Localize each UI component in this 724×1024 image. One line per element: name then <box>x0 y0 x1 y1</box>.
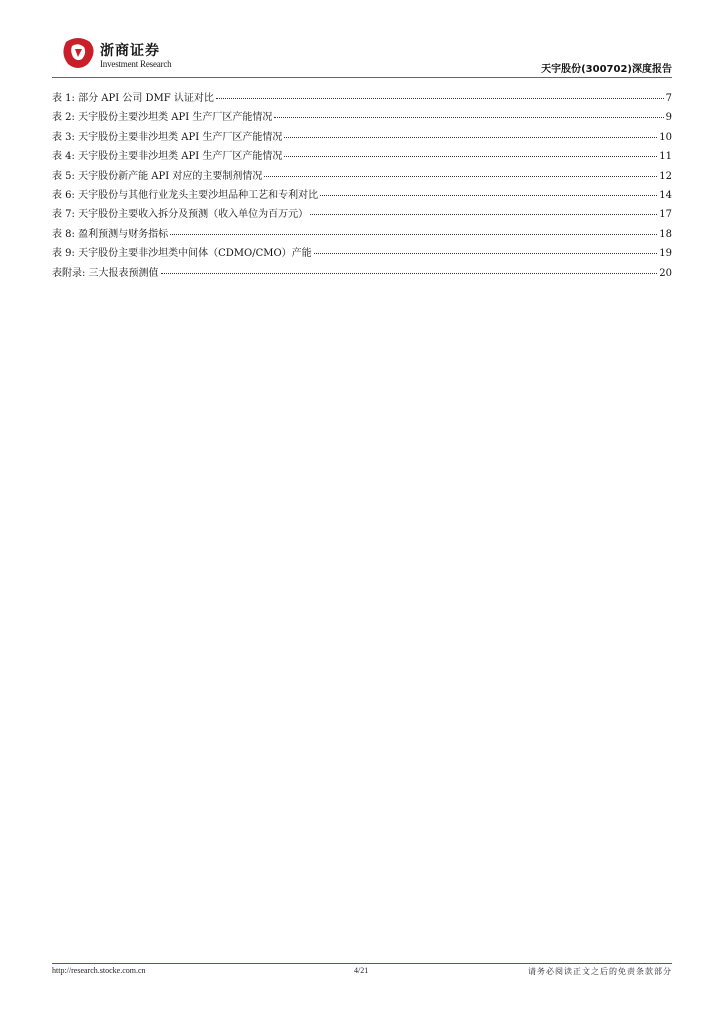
toc-leader-dots <box>310 214 657 215</box>
toc-entry-label: 表 8: 盈利预测与财务指标 <box>52 228 169 240</box>
footer-url-link[interactable]: http://research.stocke.com.cn <box>52 966 146 975</box>
toc-leader-dots <box>161 273 658 274</box>
zheshang-logo-icon <box>58 36 98 72</box>
page-number: 4/21 <box>354 966 369 975</box>
toc-entry[interactable] <box>52 264 672 283</box>
toc-entry-label: 表 1: 部分 API 公司 DMF 认证对比 <box>52 93 214 104</box>
toc-entry-label: 表 4: 天宇股份主要非沙坦类 API 生产厂区产能情况 <box>52 151 283 163</box>
toc-entry-label: 表 2: 天宇股份主要沙坦类 API 生产厂区产能情况 <box>52 112 273 124</box>
toc-entry[interactable] <box>52 108 672 127</box>
toc-leader-dots <box>284 156 657 157</box>
toc-entry-label: 表 7: 天宇股份主要收入拆分及预测（收入单位为百万元） <box>52 209 309 221</box>
toc-entry-label: 表 9: 天宇股份主要非沙坦类中间体（CDMO/CMO）产能 <box>52 248 312 260</box>
footer-disclaimer: 请务必阅读正文之后的免责条款部分 <box>528 967 672 976</box>
toc-entry[interactable] <box>52 225 672 244</box>
brand-name-cn: 浙商证券 <box>100 43 160 59</box>
toc-entry[interactable] <box>52 89 672 108</box>
toc-entry-page: 14 <box>659 189 672 201</box>
toc-entry[interactable] <box>52 244 672 263</box>
toc-entry-page: 19 <box>659 248 672 260</box>
toc-leader-dots <box>264 176 657 177</box>
toc-entry-label: 表 5: 天宇股份新产能 API 对应的主要制剂情况 <box>52 170 263 182</box>
toc-leader-dots <box>170 234 657 235</box>
toc-entry-label: 表附录: 三大报表预测值 <box>52 267 159 279</box>
footer-divider <box>52 963 672 964</box>
toc-entry-page: 12 <box>659 170 672 182</box>
toc-entry-page: 20 <box>659 267 672 279</box>
toc-entry-label: 表 6: 天宇股份与其他行业龙头主要沙坦品种工艺和专利对比 <box>52 189 319 201</box>
toc-leader-dots <box>274 117 663 118</box>
report-title: 天宇股份(300702)深度报告 <box>541 64 672 75</box>
toc-entry-page: 7 <box>665 93 672 104</box>
toc-entry-page: 18 <box>659 228 672 240</box>
toc-entry[interactable] <box>52 147 672 166</box>
page-header <box>52 36 672 78</box>
toc-leader-dots <box>314 253 658 254</box>
toc-entry[interactable] <box>52 186 672 205</box>
toc-leader-dots <box>320 195 657 196</box>
table-of-tables <box>52 89 672 283</box>
toc-entry-page: 17 <box>659 209 672 221</box>
toc-entry[interactable] <box>52 128 672 147</box>
toc-entry-label: 表 3: 天宇股份主要非沙坦类 API 生产厂区产能情况 <box>52 131 283 143</box>
toc-leader-dots <box>284 137 657 138</box>
toc-entry-page: 11 <box>659 151 672 163</box>
brand-name-en: Investment Research <box>100 59 172 69</box>
toc-entry[interactable] <box>52 167 672 186</box>
header-divider <box>52 77 672 78</box>
toc-entry-page: 9 <box>665 112 672 124</box>
toc-leader-dots <box>216 98 664 99</box>
toc-entry[interactable] <box>52 205 672 224</box>
toc-entry-page: 10 <box>659 131 672 143</box>
